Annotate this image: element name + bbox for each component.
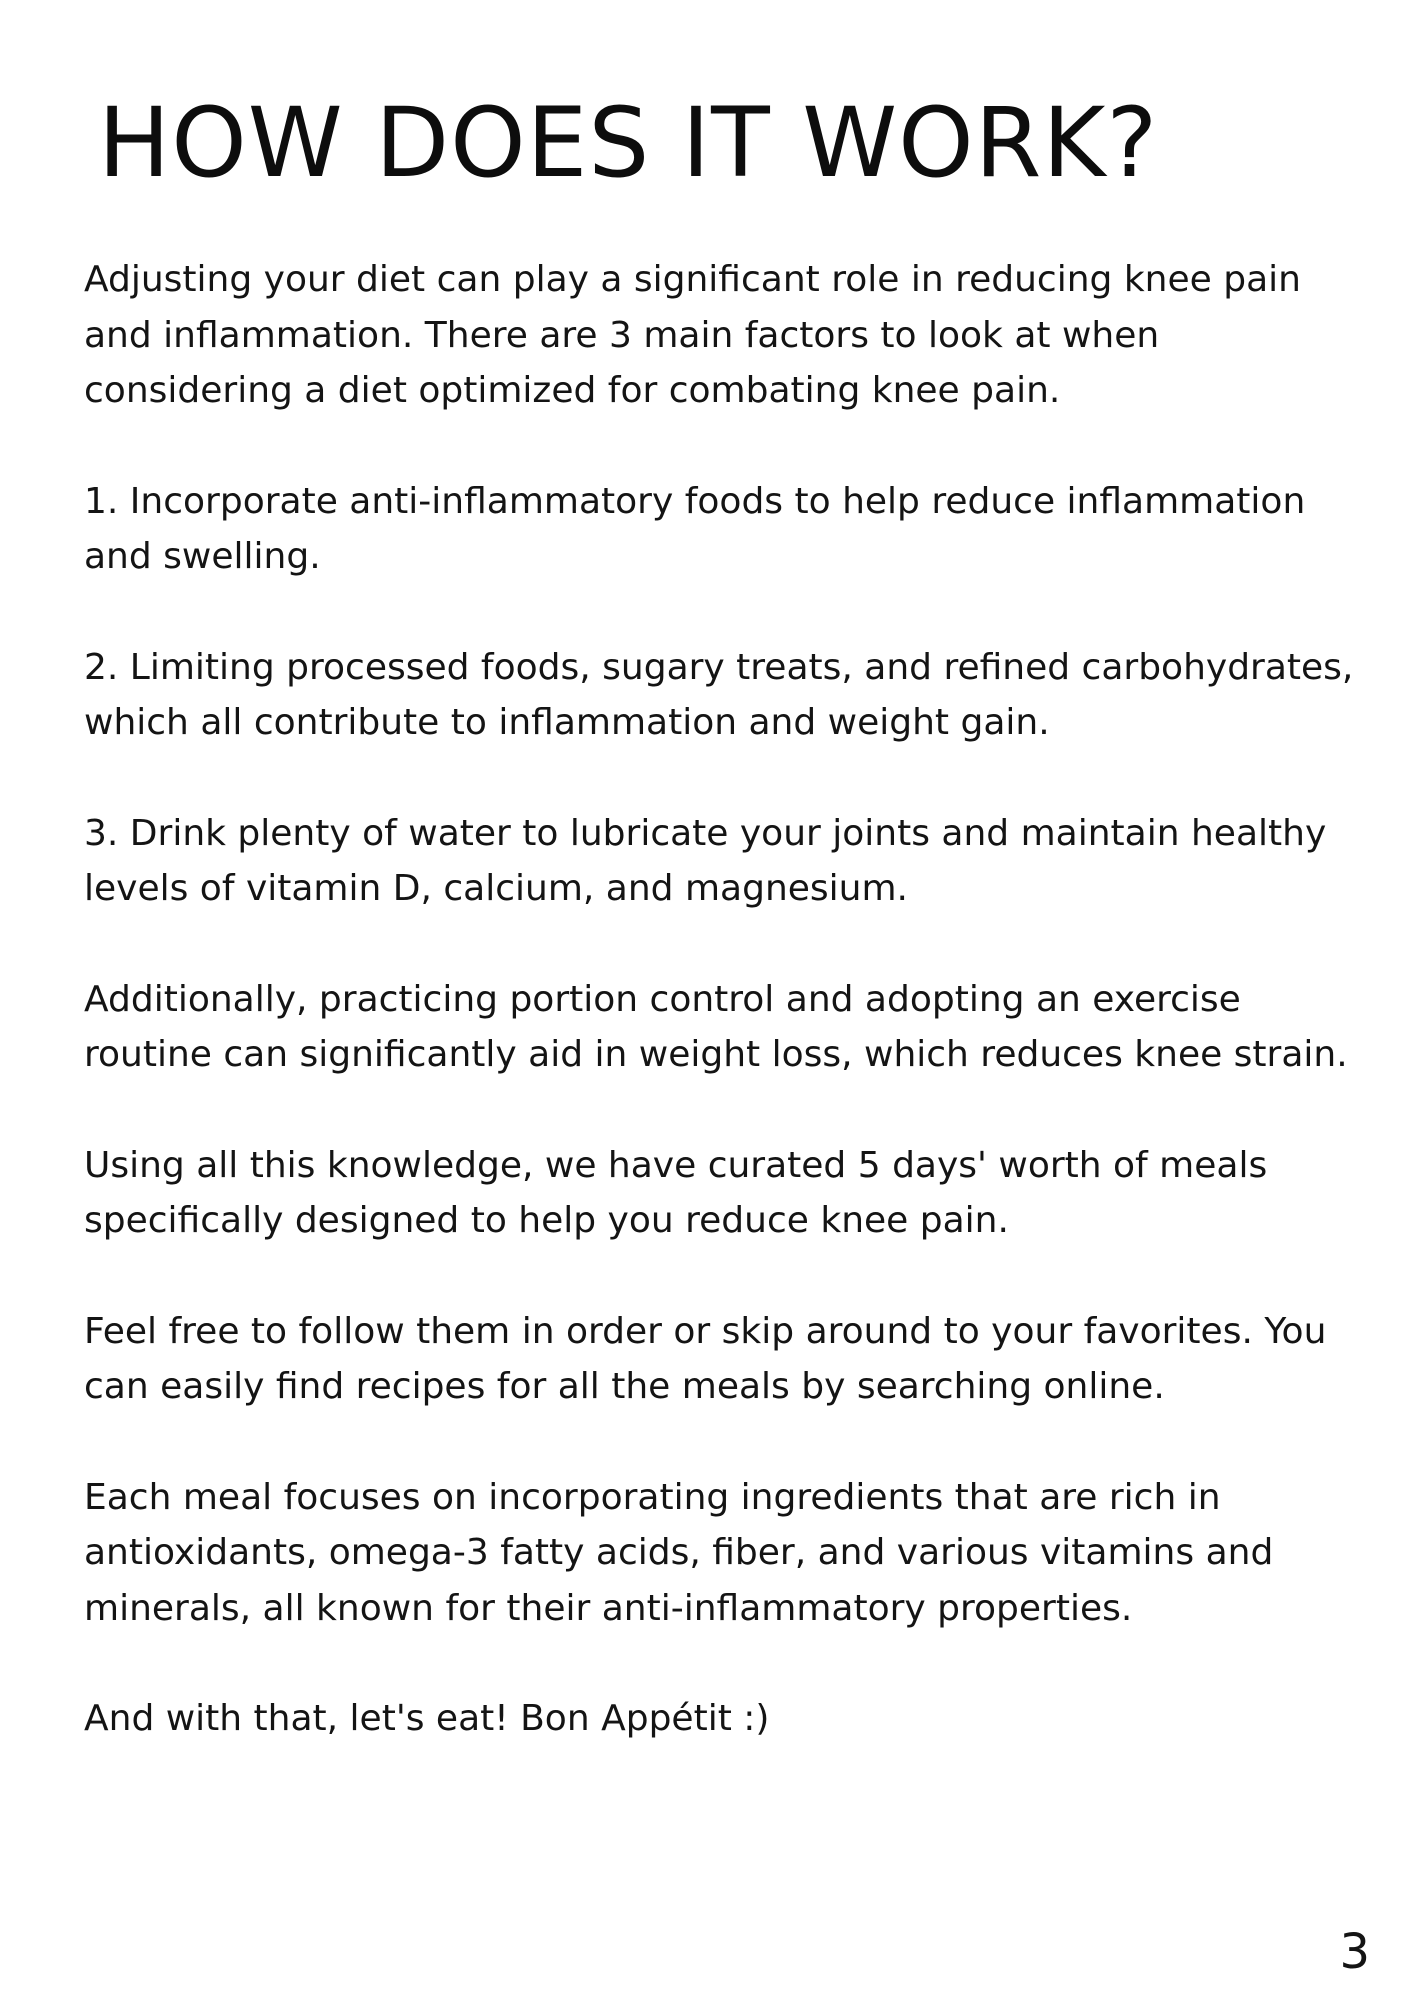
- factor-3-paragraph: 3. Drink plenty of water to lubricate your joints and maintain healthy levels of vitamin D, calcium, and magnesium.: [84, 812, 1327, 909]
- meal-plan-paragraph: Using all this knowledge, we have curated 5 days' worth of meals specifically designed to help you reduce knee pain.: [84, 1144, 1268, 1241]
- closing-paragraph: And with that, let's eat! Bon Appétit :): [84, 1698, 770, 1739]
- usage-paragraph: Feel free to follow them in order or skip around to your favorites. You can easily find recipes for all the meals by searching online.: [84, 1310, 1327, 1407]
- intro-paragraph: Adjusting your diet can play a significant role in reducing knee pain and inflammation. There are 3 main factors to look at when considering a diet optimized for combating knee pain.: [84, 259, 1301, 411]
- body-text: [84, 252, 1354, 1747]
- additional-tips-paragraph: Additionally, practicing portion control and adopting an exercise routine can significantly aid in weight loss, which reduces knee strain.: [84, 978, 1348, 1075]
- page-title: HOW DOES IT WORK?: [98, 87, 1159, 199]
- ingredients-paragraph: Each meal focuses on incorporating ingredients that are rich in antioxidants, omega-3 fatty acids, fiber, and various vitamins and minerals, all known for their anti-inflammatory properties.: [84, 1476, 1274, 1629]
- factor-1-paragraph: 1. Incorporate anti-inflammatory foods to help reduce inflammation and swelling.: [84, 480, 1306, 577]
- factor-2-paragraph: 2. Limiting processed foods, sugary treats, and refined carbohydrates, which all contribute to inflammation and weight gain.: [84, 646, 1354, 743]
- page-number: 3: [1339, 1924, 1370, 1980]
